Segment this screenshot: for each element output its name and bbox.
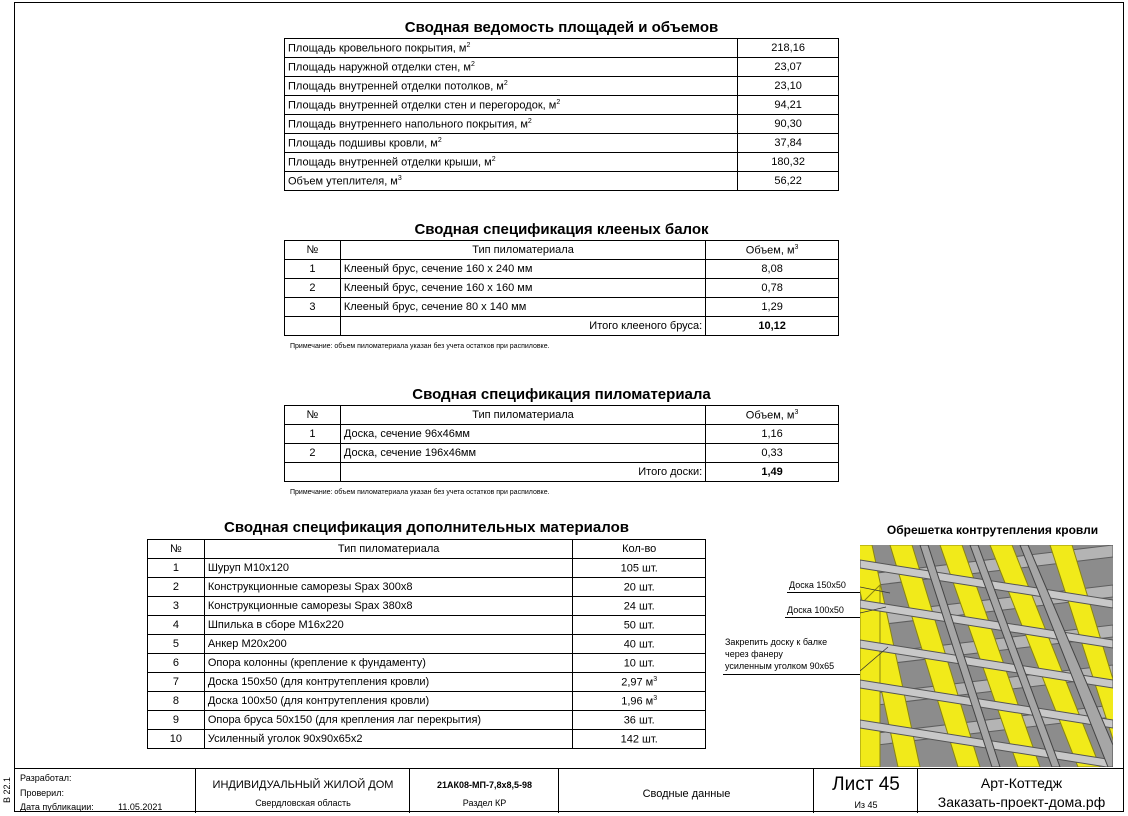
glulam-num: 2 [285,279,341,298]
extra-row [148,673,706,692]
title-block [14,768,1124,812]
company-name: Арт-Коттедж [980,775,1063,791]
extra-header-row [148,540,706,559]
lumber-total-row [285,463,839,482]
extra-header-qty: Кол-во [573,540,706,559]
extra-qty: 1,96 $м^3$ [573,692,706,711]
extra-row [148,730,706,749]
lumber-row [285,425,839,444]
extra-num: 7 [148,673,205,692]
lumber-total-label: Итого доски: [340,463,705,482]
glulam-row [285,279,839,298]
areas-table [284,38,839,191]
areas-label: Площадь наружной отделки стен, $м^2$ [285,58,738,77]
code-cell [409,769,558,813]
areas-label: Площадь подшивы кровли, $м^2$ [285,134,738,153]
glulam-note: Примечание: объем пиломатериала указан без учета остатков при распиловке. [290,343,550,350]
extra-title: Сводная спецификация дополнительных материалов [224,519,629,536]
extra-qty: 50 шт. [573,616,706,635]
glulam-num: 3 [285,298,341,317]
extra-row [148,597,706,616]
project-code: 21АК08-МП-7,8х8,5-98 [436,780,532,790]
extra-qty: 40 шт. [573,635,706,654]
glulam-vol: 1,29 [706,298,839,317]
lumber-num: 1 [285,425,341,444]
lumber-type: Доска, сечение 96х46мм [340,425,705,444]
extra-num: 1 [148,559,205,578]
areas-row [285,77,839,96]
glulam-vol: 0,78 [706,279,839,298]
sheet-title: Сводные данные [642,788,731,800]
lumber-header-vol: Объем, $м^3$ [706,406,839,425]
areas-value: 90,30 [738,115,839,134]
extra-type: Шпилька в сборе М16х220 [204,616,573,635]
glulam-table [284,240,839,336]
extra-row [148,635,706,654]
checked-label: Проверил: [20,788,64,798]
extra-num: 8 [148,692,205,711]
lumber-vol: 0,33 [706,444,839,463]
areas-value: 37,84 [738,134,839,153]
extra-type: Доска 150х50 (для контрутепления кровли) [204,673,573,692]
extra-num: 10 [148,730,205,749]
extra-num: 2 [148,578,205,597]
glulam-row [285,298,839,317]
lumber-row [285,444,839,463]
glulam-header-type: Тип пиломатериала [340,241,705,260]
sheet-number: Лист 45 [832,774,900,795]
areas-value: 180,32 [738,153,839,172]
extra-header-num: № [148,540,205,559]
glulam-total-value: 10,12 [706,317,839,336]
extra-row [148,711,706,730]
lumber-type: Доска, сечение 196х46мм [340,444,705,463]
extra-type: Конструкционные саморезы Spax 380х8 [204,597,573,616]
lumber-num: 2 [285,444,341,463]
callout-board-100: Доска 100х50 [787,605,844,615]
areas-label: Площадь внутреннего напольного покрытия, $м^2$ [285,115,738,134]
extra-qty: 142 шт. [573,730,706,749]
extra-header-type: Тип пиломатериала [204,540,573,559]
extra-qty: 105 шт. [573,559,706,578]
callout-underline-100 [785,617,860,618]
project-name: ИНДИВИДУАЛЬНЫЙ ЖИЛОЙ ДОМ [212,779,394,791]
glulam-type: Клееный брус, сечение 160 х 160 мм [340,279,705,298]
company-site[interactable]: Заказать-проект-дома.рф [937,794,1106,810]
roof-batten-diagram [860,545,1113,767]
callout-underline-150 [787,592,860,593]
glulam-type: Клееный брус, сечение 80 х 140 мм [340,298,705,317]
diagram-title: Обрешетка контрутепления кровли [886,523,1099,537]
lumber-note: Примечание: объем пиломатериала указан без учета остатков при распиловке. [290,489,550,496]
glulam-num: 1 [285,260,341,279]
extra-num: 5 [148,635,205,654]
areas-value: 94,21 [738,96,839,115]
extra-qty: 10 шт. [573,654,706,673]
project-cell [195,769,409,813]
company-cell [917,769,1124,813]
pub-date-label: Дата публикации: [20,802,94,812]
glulam-total-label: Итого клееного бруса: [340,317,705,336]
roof-batten-drawing [860,545,1113,767]
glulam-header-vol: Объем, $м^3$ [706,241,839,260]
extra-qty: 24 шт. [573,597,706,616]
areas-row [285,115,839,134]
areas-value: 23,10 [738,77,839,96]
sheet-total: Из 45 [854,800,878,810]
extra-type: Опора бруса 50х150 (для крепления лаг перекрытия) [204,711,573,730]
stamp-vertical: В 22.1 [2,776,12,804]
areas-row [285,39,839,58]
glulam-header-num: № [285,241,341,260]
areas-title: Сводная ведомость площадей и объемов [404,19,719,36]
lumber-vol: 1,16 [706,425,839,444]
areas-row [285,58,839,77]
extra-qty: 36 шт. [573,711,706,730]
areas-label: Площадь внутренней отделки стен и перегородок, $м^2$ [285,96,738,115]
glulam-row [285,260,839,279]
extra-qty: 20 шт. [573,578,706,597]
extra-type: Анкер М20х200 [204,635,573,654]
extra-table [147,539,706,749]
extra-row [148,692,706,711]
areas-row [285,172,839,191]
lumber-table [284,405,839,482]
areas-row [285,153,839,172]
extra-qty: 2,97 $м^3$ [573,673,706,692]
extra-row [148,654,706,673]
project-section: Раздел КР [462,798,507,808]
extra-type: Конструкционные саморезы Spax 300х8 [204,578,573,597]
areas-value: 23,07 [738,58,839,77]
extra-type: Шуруп М10х120 [204,559,573,578]
extra-num: 3 [148,597,205,616]
extra-row [148,559,706,578]
glulam-header-row [285,241,839,260]
extra-type: Усиленный уголок 90х90х65х2 [204,730,573,749]
areas-value: 218,16 [738,39,839,58]
pub-date-value: 11.05.2021 [118,802,163,812]
sheet-number-cell [813,769,917,813]
lumber-total-value: 1,49 [706,463,839,482]
areas-label: Площадь внутренней отделки потолков, $м^2$ [285,77,738,96]
extra-type: Опора колонны (крепление к фундаменту) [204,654,573,673]
project-region: Свердловская область [255,798,351,808]
extra-num: 9 [148,711,205,730]
extra-row [148,578,706,597]
callout-board-150: Доска 150х50 [789,580,846,590]
callout-underline-attach [723,674,860,675]
glulam-type: Клееный брус, сечение 160 х 240 мм [340,260,705,279]
areas-row [285,134,839,153]
lumber-header-row [285,406,839,425]
extra-row [148,616,706,635]
areas-label: Площадь кровельного покрытия, $м^2$ [285,39,738,58]
glulam-total-row [285,317,839,336]
lumber-header-type: Тип пиломатериала [340,406,705,425]
areas-label: Площадь внутренней отделки крыши, $м^2$ [285,153,738,172]
callout-attach: Закрепить доску к балке через фанеру усиленным уголком 90х65 [725,637,835,671]
lumber-header-num: № [285,406,341,425]
developed-label: Разработал: [20,773,72,783]
areas-value: 56,22 [738,172,839,191]
glulam-title: Сводная спецификация клееных балок [414,221,709,238]
lumber-title: Сводная спецификация пиломатериала [412,386,711,403]
extra-type: Доска 100х50 (для контрутепления кровли) [204,692,573,711]
areas-label: Объем утеплителя, $м^3$ [285,172,738,191]
sheet-title-cell [558,769,813,813]
glulam-vol: 8,08 [706,260,839,279]
extra-num: 6 [148,654,205,673]
areas-row [285,96,839,115]
extra-num: 4 [148,616,205,635]
